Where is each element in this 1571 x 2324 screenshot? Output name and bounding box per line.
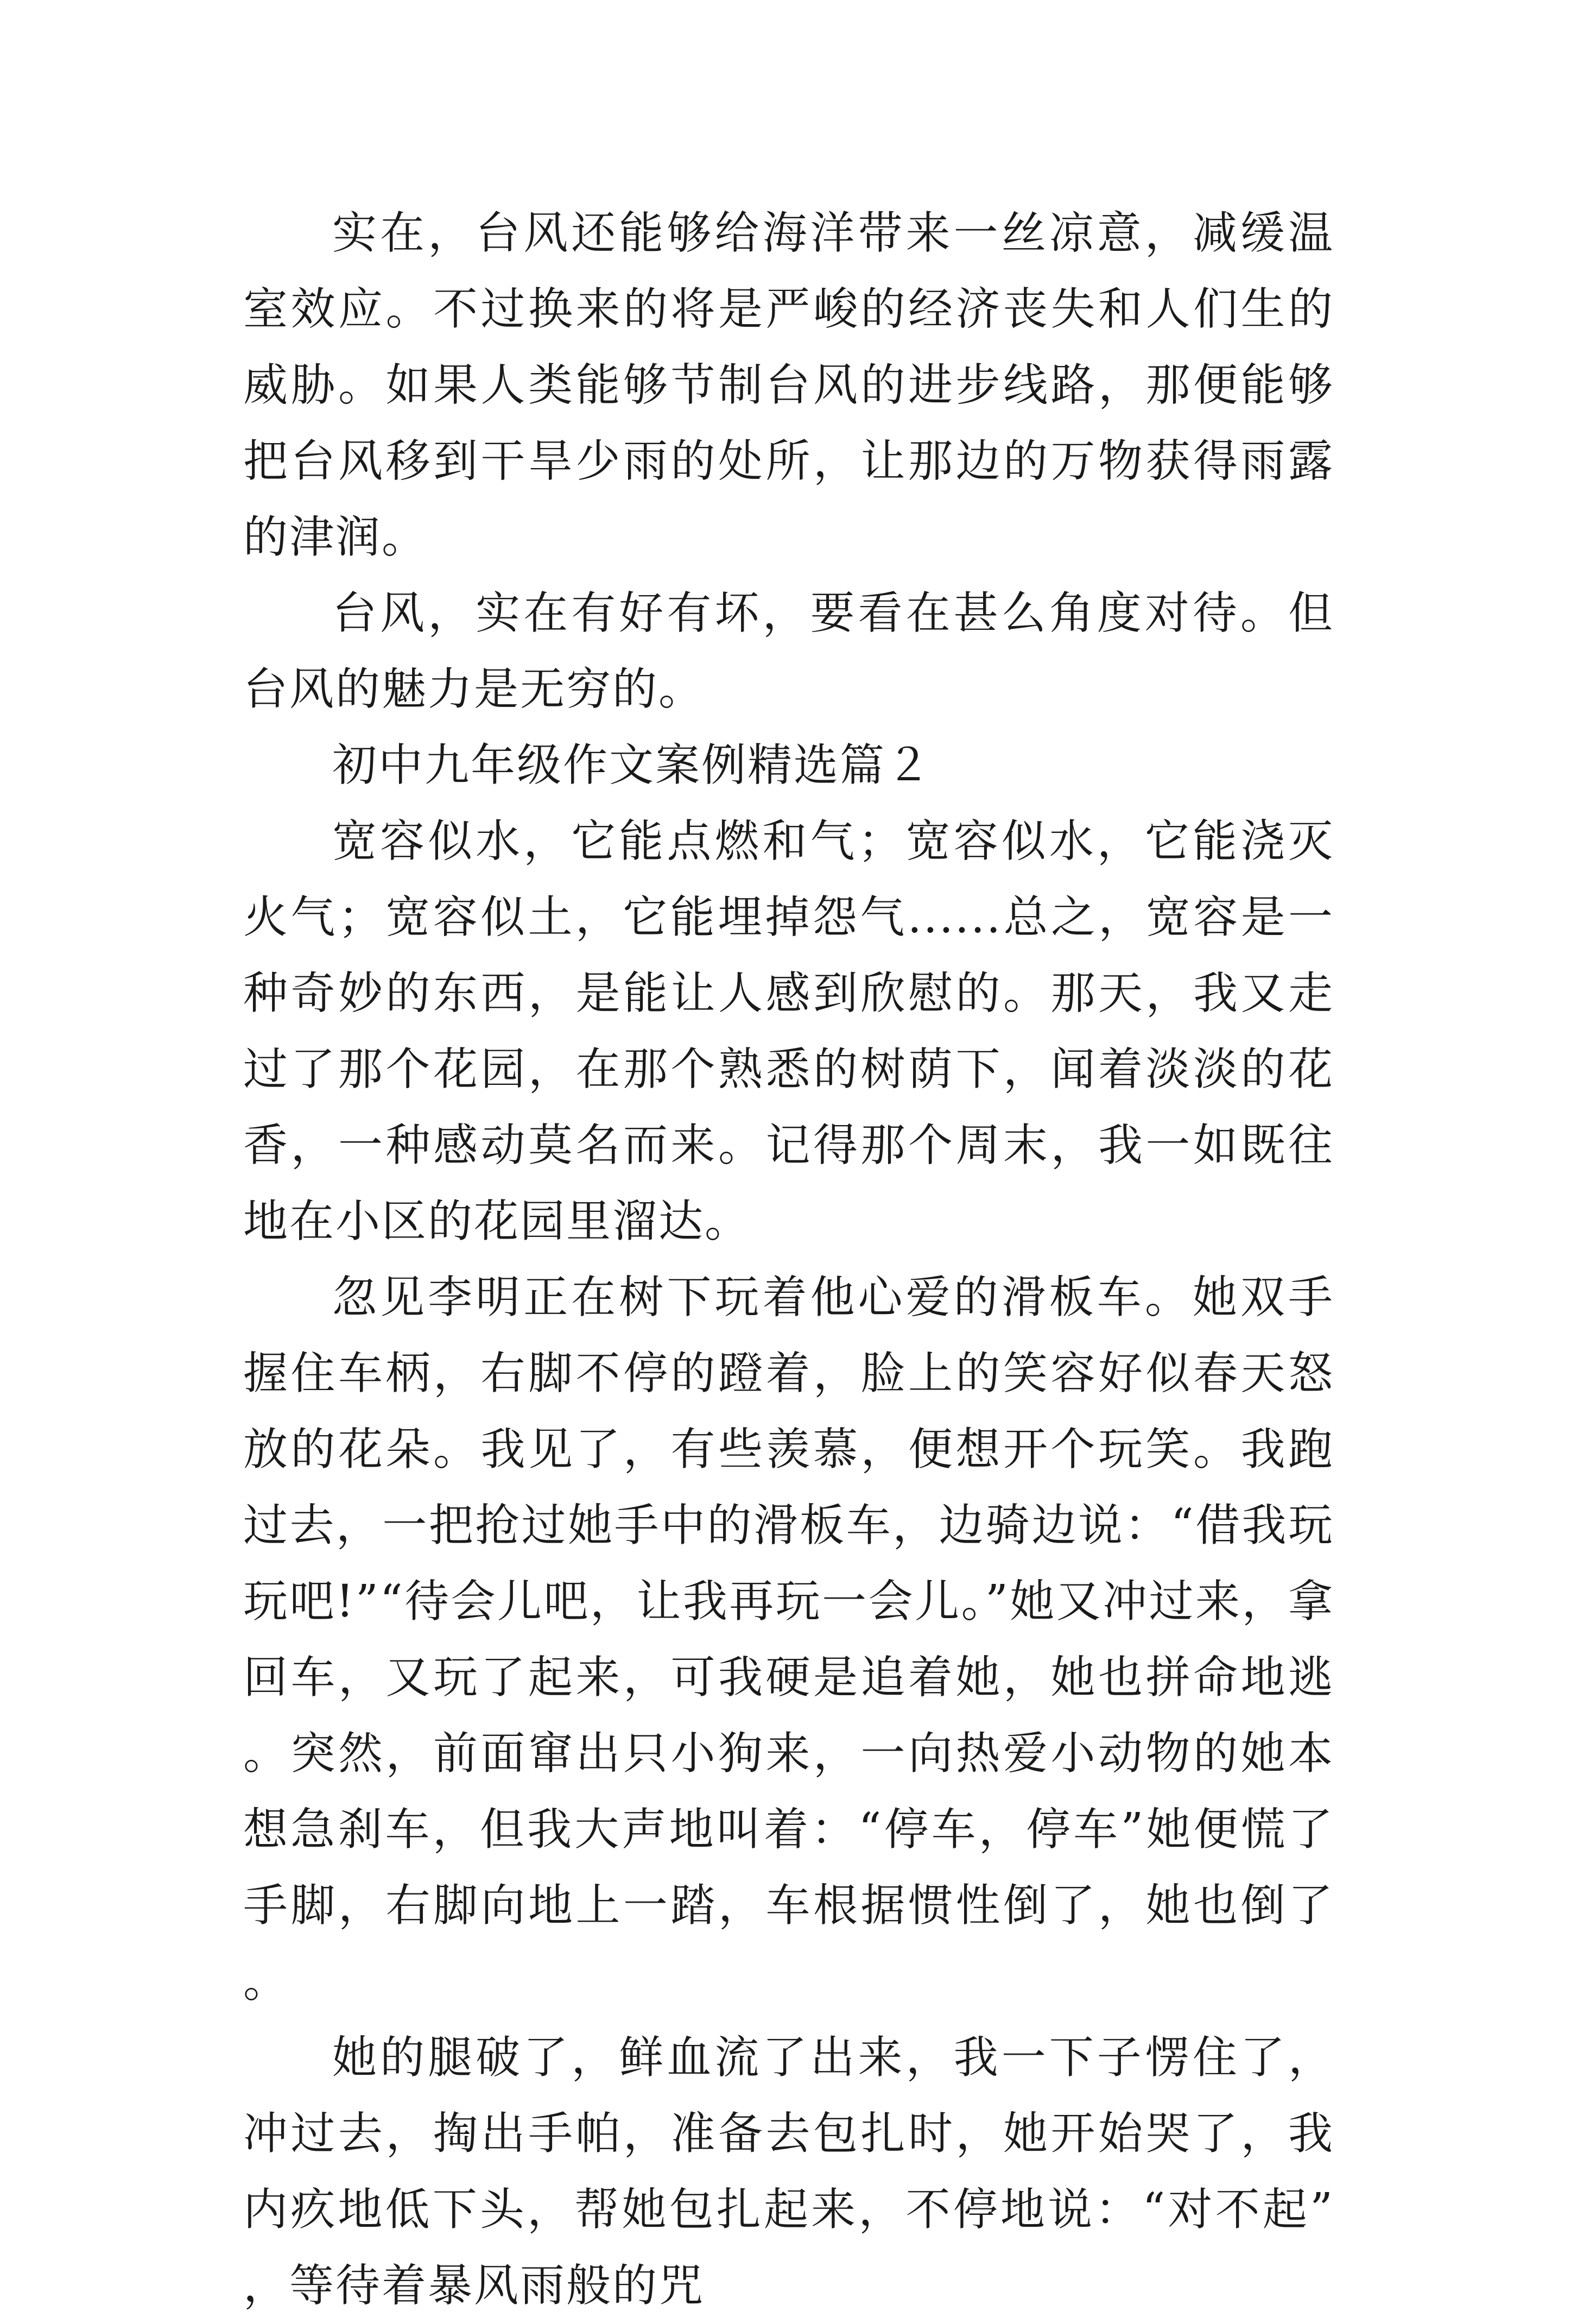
section-heading: 初中九年级作文案例精选篇２ <box>332 740 933 791</box>
paragraph-typhoon-conclusion: 台风，实在有好有坏，要看在甚么角度对待。但台风的魅力是无穷的。 <box>243 588 1334 715</box>
document-body <box>243 195 1334 2324</box>
paragraph-injury: 她的腿破了，鲜血流了出来，我一下子愣住了，冲过去，掏出手帕，准备去包扎时，她开始哭了，我内疚地低下头，帮她包扎起来，不停地说：“对不起”，等待着暴风雨般的咒 <box>243 2032 1334 2312</box>
paragraph-tolerance-intro: 宽容似水，它能点燃和气；宽容似水，它能浇灭火气；宽容似土，它能埋掉怨气......总之，宽容是一种奇妙的东西，是能让人感到欣慰的。那天，我又走过了那个花园，在那个熟悉的树荫下，闻着淡淡的花香，一种感动莫名而来。记得那个周末，我一如既往地在小区的花园里溜达。 <box>243 816 1334 1247</box>
paragraph-scooter-story: 忽见李明正在树下玩着他心爱的滑板车。她双手握住车柄，右脚不停的蹬着，脸上的笑容好似春天怒放的花朵。我见了，有些羡慕，便想开个玩笑。我跑过去，一把抢过她手中的滑板车，边骑边说：“借我玩玩吧!”“待会儿吧，让我再玩一会儿。”她又冲过来，拿回车，又玩了起来，可我硬是追着她，她也拼命地逃。突然，前面窜出只小狗来，一向热爱小动物的她本想急刹车，但我大声地叫着：“停车，停车”她便慌了手脚，右脚向地上一踏，车根据惯性倒了，她也倒了。 <box>243 1272 1334 2007</box>
paragraph-typhoon-effects: 实在，台风还能够给海洋带来一丝凉意，减缓温室效应。不过换来的将是严峻的经济丧失和人们生的威胁。如果人类能够节制台风的进步线路，那便能够把台风移到干旱少雨的处所，让那边的万物获得雨露的津润。 <box>243 207 1334 563</box>
